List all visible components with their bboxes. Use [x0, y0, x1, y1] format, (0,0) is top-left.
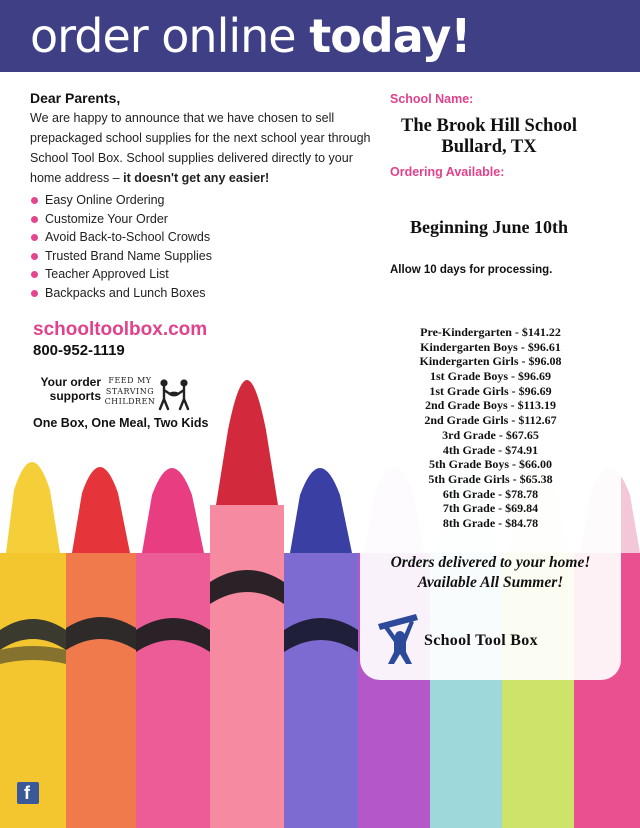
crayon-red-pink	[210, 380, 284, 828]
school-name-label: School Name:	[390, 92, 474, 106]
school-tool-box-wordmark: School Tool Box	[424, 632, 538, 649]
phone-number: 800-952-1119	[33, 342, 125, 359]
processing-note: Allow 10 days for processing.	[390, 264, 553, 276]
price-item: 3rd Grade - $67.65	[442, 427, 539, 442]
price-item: 7th Grade - $69.84	[442, 501, 539, 516]
price-item: Kindergarten Girls - $96.08	[419, 354, 562, 369]
crayon-yellow	[0, 462, 66, 828]
feature-item: Teacher Approved List	[30, 265, 212, 284]
school-name	[380, 116, 598, 158]
price-item: 8th Grade - $84.78	[442, 515, 539, 530]
summer-tagline: Available All Summer!	[417, 574, 564, 591]
ordering-date: Beginning June 10th	[409, 217, 569, 237]
charity-slogan: One Box, One Meal, Two Kids	[33, 416, 209, 430]
price-item: 1st Grade Girls - $96.69	[429, 383, 552, 398]
header-title-bold: today!	[309, 9, 471, 63]
header-banner	[0, 0, 640, 72]
facebook-icon[interactable]	[17, 782, 39, 804]
crayon-pink	[136, 468, 210, 828]
letter-greeting: Dear Parents,	[30, 90, 121, 106]
fms-logo-line: FEED MY	[108, 376, 152, 385]
feature-item: Avoid Back-to-School Crowds	[30, 228, 212, 247]
header-title	[30, 6, 470, 66]
price-list-card	[360, 300, 621, 680]
price-list	[360, 325, 621, 531]
feature-item: Trusted Brand Name Supplies	[30, 247, 212, 266]
delivery-tagline: Orders delivered to your home!	[390, 554, 591, 571]
price-item: 2nd Grade Boys - $113.19	[424, 398, 556, 413]
price-item: Pre-Kindergarten - $141.22	[420, 325, 561, 339]
header-title-light: order online	[30, 9, 310, 63]
letter-body-text: We are happy to announce that we have chosen to sell prepackaged school supplies for the next school year through School Tool Box. School supplies delivered directly to your home address –	[30, 111, 371, 185]
price-item: Kindergarten Boys - $96.61	[420, 339, 561, 354]
charity-support-text: Your order supports	[40, 375, 101, 403]
feature-list	[30, 191, 212, 303]
price-item: 6th Grade - $78.78	[442, 486, 539, 501]
price-item: 4th Grade - $74.91	[442, 442, 539, 457]
letter-emphasis: it doesn't get any easier!	[123, 171, 270, 185]
school-name-text: The Brook Hill School	[401, 116, 577, 136]
school-location: Bullard, TX	[441, 137, 537, 157]
school-tool-box-figure-icon	[376, 612, 422, 666]
feature-item: Backpacks and Lunch Boxes	[30, 284, 212, 303]
price-item: 5th Grade Girls - $65.38	[428, 471, 553, 486]
letter-body	[30, 108, 375, 188]
price-item: 1st Grade Boys - $96.69	[430, 369, 551, 384]
facebook-glyph: f	[24, 783, 30, 803]
website-link[interactable]: schooltoolbox.com	[33, 319, 208, 340]
price-item: 5th Grade Boys - $66.00	[429, 457, 552, 472]
fms-logo-line: STARVING	[105, 386, 155, 396]
ordering-available-label: Ordering Available:	[390, 165, 505, 179]
crayon-purple	[284, 468, 358, 828]
price-item: 2nd Grade Girls - $112.67	[424, 413, 557, 428]
fms-logo-line: CHILDREN	[104, 397, 156, 406]
feature-item: Easy Online Ordering	[30, 191, 212, 210]
feature-item: Customize Your Order	[30, 210, 212, 229]
crayon-orange	[66, 467, 136, 828]
